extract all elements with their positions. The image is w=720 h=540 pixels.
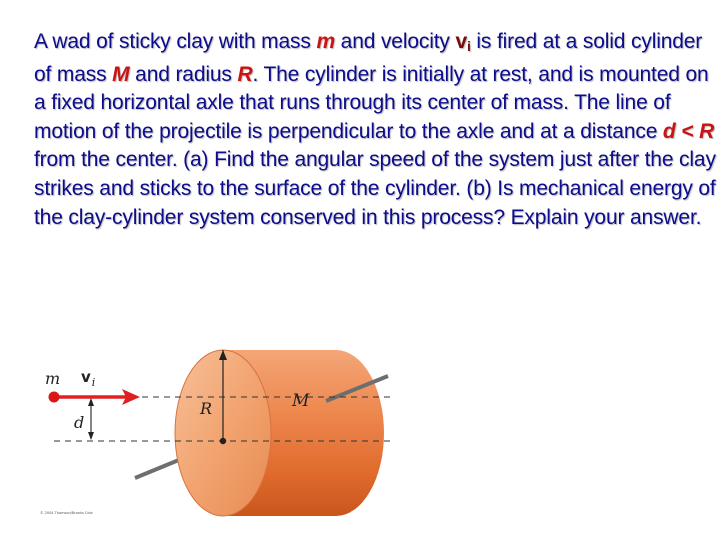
problem-segment-red: d < R [662, 119, 715, 143]
d-arrowhead-bottom [88, 432, 94, 440]
problem-segment-plain: from the center. (a) Find the angular speed of the system just after the clay strikes and sticks to the surface of the cylinder. (b) Is mechanical energy of the clay-cylinder system conserved in this process? Explain your answer. [34, 148, 716, 229]
center-dot [220, 438, 226, 444]
label-R: R [200, 399, 213, 418]
label-d: d [74, 413, 85, 432]
label-v: $v_i$ [81, 368, 96, 389]
problem-segment-plain: and radius [129, 62, 238, 86]
clay-wad [49, 392, 60, 403]
problem-segment-plain: A wad of sticky clay with mass [34, 30, 317, 53]
figure-svg [30, 338, 410, 520]
label-M: M [292, 391, 310, 411]
problem-statement [34, 28, 718, 232]
d-arrowhead-top [88, 398, 94, 406]
problem-segment-plain: . The cylinder is initially at rest, and is mounted on a fixed horizontal axle that runs through its center of mass. The line of motion of the projectile is perpendicular to the axle and at a distance [34, 62, 709, 143]
problem-segment-sub: i [466, 38, 471, 54]
problem-segment-red: m [316, 30, 335, 53]
problem-segment-red: R [237, 62, 253, 86]
problem-segment-red: M [112, 62, 130, 86]
problem-segment-plain: is fired at a solid cylinder of mass [34, 30, 703, 86]
copyright-text: © 2004 Thomson/Brooks Cole [40, 511, 93, 515]
cylinder-figure [30, 338, 410, 520]
problem-segment-plain: and velocity [334, 30, 456, 53]
label-m: m [45, 369, 61, 388]
problem-segment-v: v [455, 30, 467, 53]
